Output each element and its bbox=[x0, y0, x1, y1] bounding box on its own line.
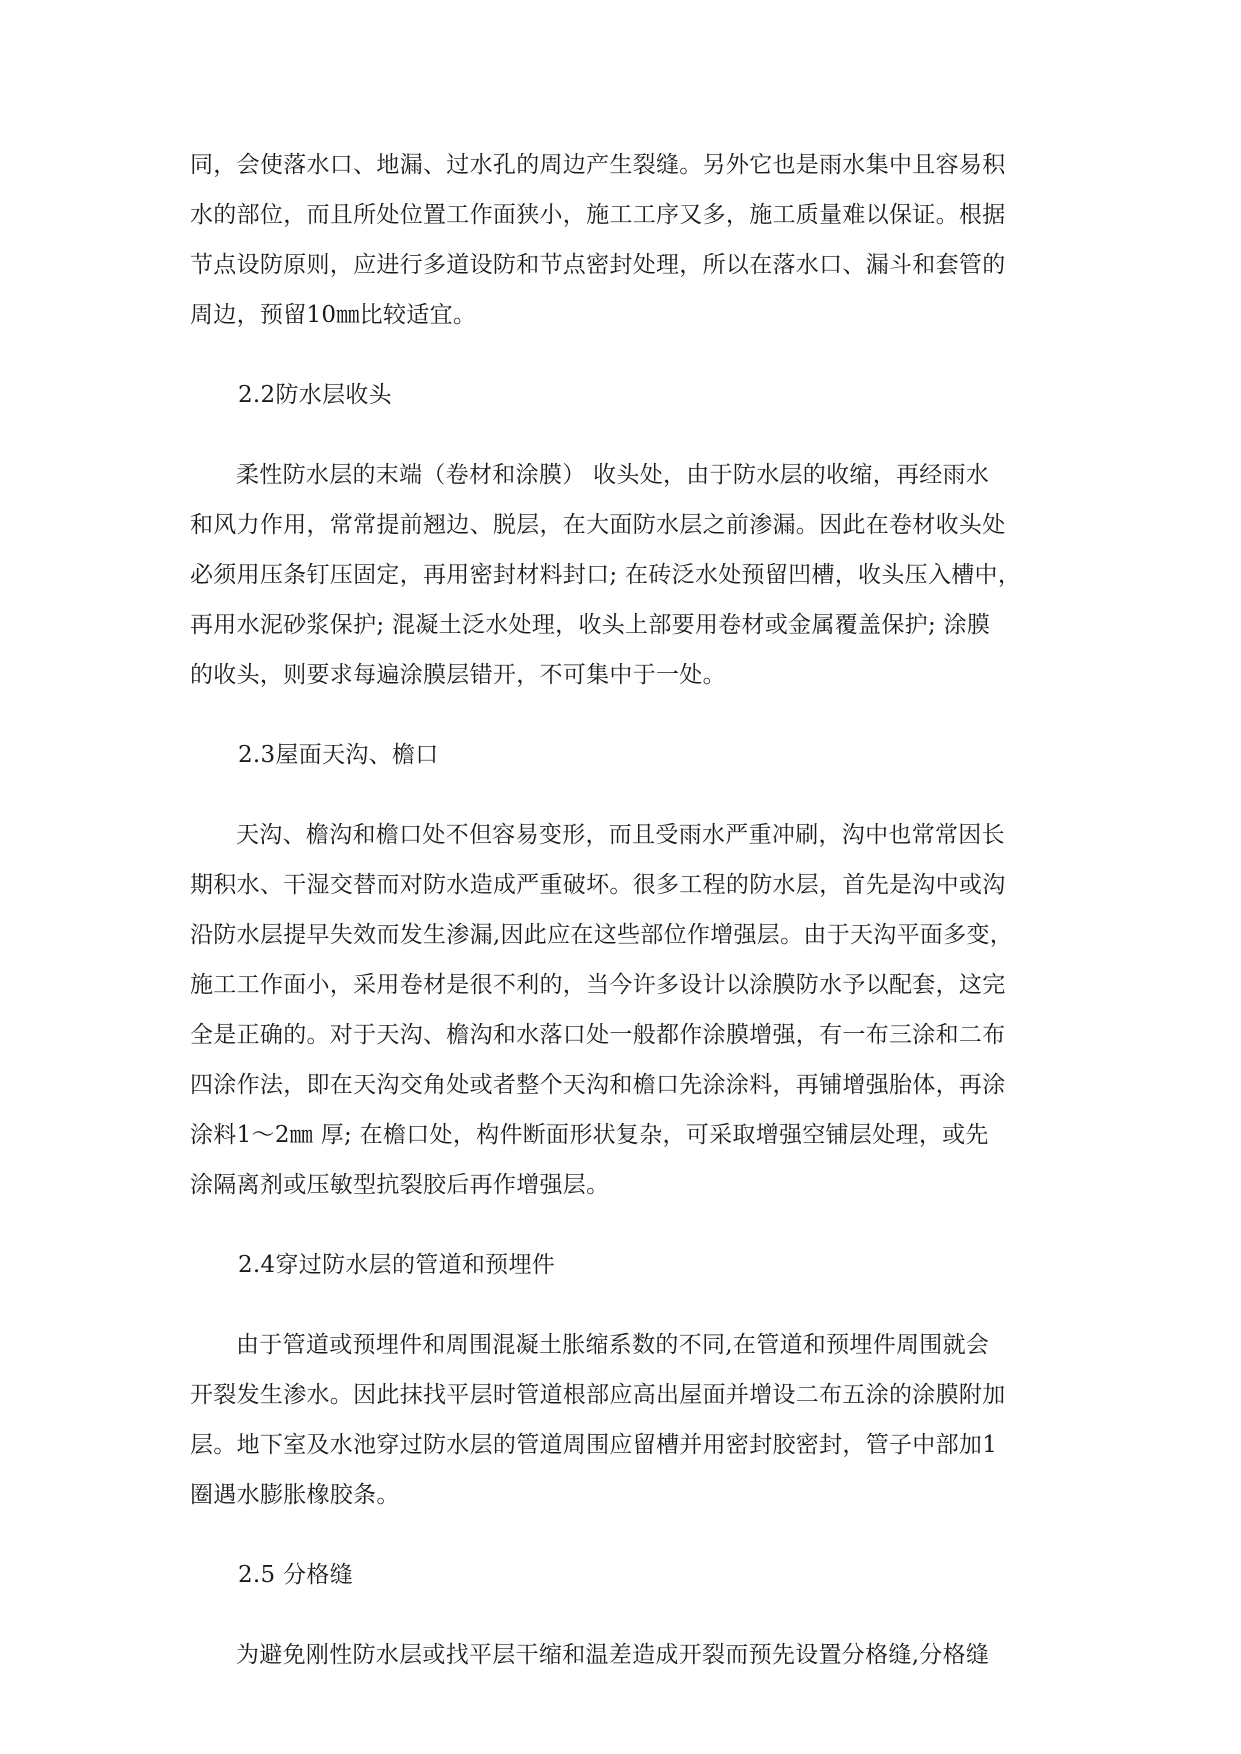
text-line: 柔性防水层的末端（卷材和涂膜） 收头处，由于防水层的收缩，再经雨水 bbox=[236, 462, 990, 488]
text-line: 必须用压条钉压固定，再用密封材料封口; 在砖泛水处预留凹槽，收头压入槽中， bbox=[190, 562, 1022, 588]
section-paragraph-2-3 bbox=[190, 810, 1050, 1210]
text-line: 和风力作用，常常提前翘边、脱层，在大面防水层之前渗漏。因此在卷材收头处 bbox=[190, 512, 1006, 538]
text-line: 再用水泥砂浆保护; 混凝土泛水处理，收头上部要用卷材或金属覆盖保护; 涂膜 bbox=[190, 612, 991, 638]
text-line: 的收头，则要求每遍涂膜层错开，不可集中于一处。 bbox=[190, 662, 726, 688]
section-paragraph-2-4 bbox=[190, 1320, 1050, 1520]
text-line: 由于管道或预埋件和周围混凝土胀缩系数的不同,在管道和预埋件周围就会 bbox=[236, 1332, 990, 1358]
text-line: 为避免刚性防水层或找平层干缩和温差造成开裂而预先设置分格缝,分格缝 bbox=[236, 1642, 990, 1668]
text-line: 天沟、檐沟和檐口处不但容易变形，而且受雨水严重冲刷，沟中也常常因长 bbox=[236, 822, 1005, 848]
text-line: 四涂作法，即在天沟交角处或者整个天沟和檐口先涂涂料，再铺增强胎体，再涂 bbox=[190, 1072, 1006, 1098]
text-line: 施工工作面小，采用卷材是很不利的，当今许多设计以涂膜防水予以配套，这完 bbox=[190, 972, 1006, 998]
text-line: 沿防水层提早失效而发生渗漏,因此应在这些部位作增强层。由于天沟平面多变， bbox=[190, 922, 1014, 948]
text-line: 圈遇水膨胀橡胶条。 bbox=[190, 1482, 400, 1508]
section-heading-2-4: 2.4穿过防水层的管道和预埋件 bbox=[238, 1252, 556, 1278]
text-line: 涂料1～2㎜ 厚; 在檐口处，构件断面形状复杂，可采取增强空铺层处理，或先 bbox=[190, 1122, 989, 1148]
text-line: 水的部位，而且所处位置工作面狭小，施工工序又多，施工质量难以保证。根据 bbox=[190, 202, 1006, 228]
text-line: 期积水、干湿交替而对防水造成严重破坏。很多工程的防水层，首先是沟中或沟 bbox=[190, 872, 1006, 898]
text-line: 节点设防原则，应进行多道设防和节点密封处理，所以在落水口、漏斗和套管的 bbox=[190, 252, 1006, 278]
text-line: 全是正确的。对于天沟、檐沟和水落口处一般都作涂膜增强，有一布三涂和二布 bbox=[190, 1022, 1006, 1048]
section-heading-2-3: 2.3屋面天沟、檐口 bbox=[238, 742, 439, 768]
section-paragraph-2-2 bbox=[190, 450, 1050, 700]
section-heading-2-5: 2.5 分格缝 bbox=[238, 1562, 353, 1588]
section-paragraph-2-5 bbox=[190, 1630, 1050, 1680]
text-line: 同，会使落水口、地漏、过水孔的周边产生裂缝。另外它也是雨水集中且容易积 bbox=[190, 152, 1006, 178]
text-line: 涂隔离剂或压敏型抗裂胶后再作增强层。 bbox=[190, 1172, 610, 1198]
text-line: 开裂发生渗水。因此抹找平层时管道根部应高出屋面并增设二布五涂的涂膜附加 bbox=[190, 1382, 1006, 1408]
text-line: 周边，预留10㎜比较适宜。 bbox=[190, 302, 477, 328]
text-line: 层。地下室及水池穿过防水层的管道周围应留槽并用密封胶密封，管子中部加1 bbox=[190, 1432, 998, 1458]
intro-paragraph bbox=[190, 140, 1050, 340]
section-heading-2-2: 2.2防水层收头 bbox=[238, 382, 392, 408]
document-page bbox=[190, 140, 1050, 1710]
